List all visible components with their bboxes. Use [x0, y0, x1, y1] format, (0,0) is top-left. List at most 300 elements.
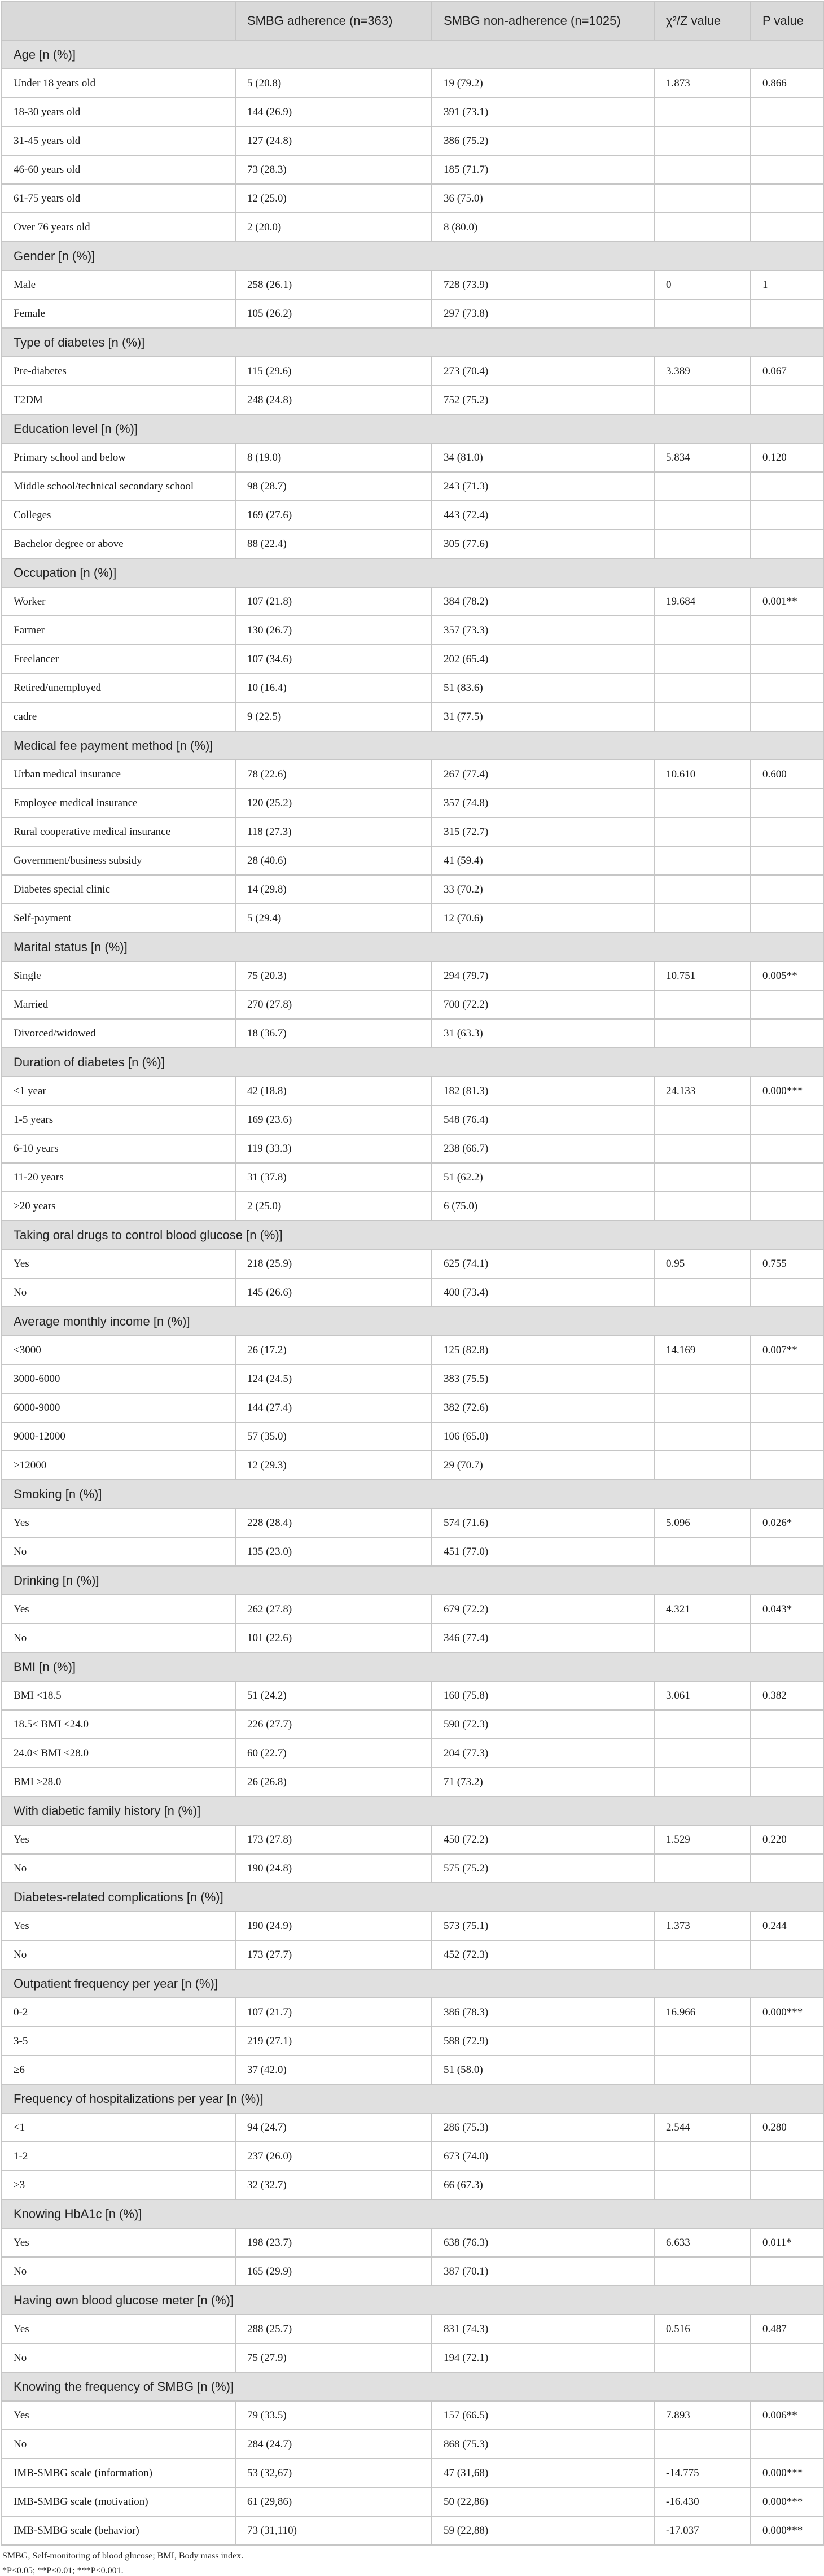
- section-title: Gender [n (%)]: [2, 242, 823, 270]
- adherence-cell: 73 (31,110): [235, 2516, 432, 2545]
- row-label: Self-payment: [2, 904, 235, 933]
- statistic-cell: 1.373: [654, 1912, 751, 1940]
- statistic-cell: [654, 673, 751, 702]
- row-label: Yes: [2, 2228, 235, 2257]
- non-adherence-cell: 574 (71.6): [432, 1508, 654, 1537]
- row-label: Pre-diabetes: [2, 357, 235, 386]
- statistic-cell: [654, 702, 751, 731]
- section-title: Occupation [n (%)]: [2, 558, 823, 587]
- adherence-cell: 218 (25.9): [235, 1249, 432, 1278]
- table-row: [2, 990, 823, 1019]
- statistic-cell: 10.751: [654, 961, 751, 990]
- non-adherence-cell: 51 (83.6): [432, 673, 654, 702]
- statistic-cell: 10.610: [654, 760, 751, 789]
- p-value-cell: 0.120: [751, 443, 823, 472]
- row-label: Employee medical insurance: [2, 789, 235, 817]
- p-value-cell: [751, 1537, 823, 1566]
- section-title: Type of diabetes [n (%)]: [2, 328, 823, 357]
- p-value-cell: 1: [751, 270, 823, 299]
- adherence-cell: 169 (23.6): [235, 1105, 432, 1134]
- p-value-cell: [751, 530, 823, 558]
- row-label: Colleges: [2, 501, 235, 530]
- non-adherence-cell: 33 (70.2): [432, 875, 654, 904]
- header-row: [2, 2, 823, 40]
- non-adherence-cell: 51 (62.2): [432, 1163, 654, 1192]
- table-row: [2, 673, 823, 702]
- table-row: [2, 2315, 823, 2343]
- statistic-cell: 16.966: [654, 1998, 751, 2027]
- row-label: 1-5 years: [2, 1105, 235, 1134]
- row-label: Urban medical insurance: [2, 760, 235, 789]
- row-label: No: [2, 2343, 235, 2372]
- non-adherence-cell: 185 (71.7): [432, 155, 654, 184]
- section-header-row: [2, 40, 823, 69]
- p-value-cell: [751, 1422, 823, 1451]
- adherence-cell: 26 (26.8): [235, 1768, 432, 1796]
- adherence-cell: 8 (19.0): [235, 443, 432, 472]
- statistic-cell: [654, 530, 751, 558]
- adherence-cell: 79 (33.5): [235, 2401, 432, 2430]
- non-adherence-cell: 400 (73.4): [432, 1278, 654, 1307]
- row-label: Single: [2, 961, 235, 990]
- p-value-cell: [751, 501, 823, 530]
- row-label: >12000: [2, 1451, 235, 1480]
- row-label: Yes: [2, 1249, 235, 1278]
- statistic-cell: 24.133: [654, 1077, 751, 1105]
- table-row: [2, 299, 823, 328]
- adherence-cell: 262 (27.8): [235, 1595, 432, 1624]
- table-body: [2, 40, 823, 2545]
- adherence-cell: 75 (27.9): [235, 2343, 432, 2372]
- non-adherence-cell: 346 (77.4): [432, 1624, 654, 1652]
- adherence-cell: 284 (24.7): [235, 2430, 432, 2459]
- p-value-cell: 0.026*: [751, 1508, 823, 1537]
- statistic-cell: [654, 1537, 751, 1566]
- row-label: 0-2: [2, 1998, 235, 2027]
- adherence-cell: 115 (29.6): [235, 357, 432, 386]
- adherence-cell: 219 (27.1): [235, 2027, 432, 2055]
- p-value-cell: [751, 1624, 823, 1652]
- statistic-cell: [654, 1451, 751, 1480]
- p-value-cell: 0.000***: [751, 1998, 823, 2027]
- non-adherence-cell: 831 (74.3): [432, 2315, 654, 2343]
- row-label: Primary school and below: [2, 443, 235, 472]
- statistic-cell: 1.529: [654, 1825, 751, 1854]
- p-value-cell: [751, 817, 823, 846]
- row-label: No: [2, 1854, 235, 1883]
- row-label: 9000-12000: [2, 1422, 235, 1451]
- table-row: [2, 2055, 823, 2084]
- adherence-cell: 237 (26.0): [235, 2142, 432, 2171]
- p-value-cell: 0.382: [751, 1681, 823, 1710]
- header-cell-statistic: χ²/Z value: [654, 2, 751, 40]
- row-label: Married: [2, 990, 235, 1019]
- non-adherence-cell: 50 (22,86): [432, 2487, 654, 2516]
- table-row: [2, 69, 823, 98]
- adherence-cell: 124 (24.5): [235, 1364, 432, 1393]
- row-label: Female: [2, 299, 235, 328]
- section-title: Frequency of hospitalizations per year [n (%)]: [2, 2084, 823, 2113]
- statistic-cell: [654, 184, 751, 213]
- table-row: [2, 2516, 823, 2545]
- statistic-cell: 6.633: [654, 2228, 751, 2257]
- row-label: Worker: [2, 587, 235, 616]
- table-row: [2, 1854, 823, 1883]
- p-value-cell: [751, 1710, 823, 1739]
- statistic-cell: [654, 126, 751, 155]
- table-row: [2, 1422, 823, 1451]
- non-adherence-cell: 273 (70.4): [432, 357, 654, 386]
- p-value-cell: 0.220: [751, 1825, 823, 1854]
- statistic-cell: 1.873: [654, 69, 751, 98]
- non-adherence-cell: 588 (72.9): [432, 2027, 654, 2055]
- table-row: [2, 357, 823, 386]
- section-header-row: [2, 2199, 823, 2228]
- statistic-cell: [654, 2027, 751, 2055]
- section-title: Outpatient frequency per year [n (%)]: [2, 1969, 823, 1998]
- adherence-cell: 127 (24.8): [235, 126, 432, 155]
- p-value-cell: [751, 673, 823, 702]
- statistic-cell: [654, 1192, 751, 1221]
- p-value-cell: [751, 1768, 823, 1796]
- statistic-cell: 7.893: [654, 2401, 751, 2430]
- p-value-cell: 0.000***: [751, 2516, 823, 2545]
- statistic-cell: [654, 2142, 751, 2171]
- table-row: [2, 760, 823, 789]
- table-row: [2, 1393, 823, 1422]
- row-label: Under 18 years old: [2, 69, 235, 98]
- statistic-cell: 19.684: [654, 587, 751, 616]
- adherence-cell: 119 (33.3): [235, 1134, 432, 1163]
- table-row: [2, 1681, 823, 1710]
- row-label: Yes: [2, 1508, 235, 1537]
- non-adherence-cell: 12 (70.6): [432, 904, 654, 933]
- adherence-cell: 31 (37.8): [235, 1163, 432, 1192]
- p-value-cell: 0.600: [751, 760, 823, 789]
- non-adherence-cell: 125 (82.8): [432, 1336, 654, 1364]
- p-value-cell: 0.007**: [751, 1336, 823, 1364]
- section-header-row: [2, 414, 823, 443]
- row-label: 11-20 years: [2, 1163, 235, 1192]
- table-row: [2, 443, 823, 472]
- p-value-cell: [751, 1192, 823, 1221]
- p-value-cell: [751, 2343, 823, 2372]
- table-row: [2, 875, 823, 904]
- row-label: No: [2, 1624, 235, 1652]
- header-cell-label: [2, 2, 235, 40]
- table-row: [2, 2459, 823, 2487]
- non-adherence-cell: 71 (73.2): [432, 1768, 654, 1796]
- p-value-cell: [751, 1134, 823, 1163]
- header-cell-adherence: SMBG adherence (n=363): [235, 2, 432, 40]
- statistic-cell: [654, 1739, 751, 1768]
- non-adherence-cell: 29 (70.7): [432, 1451, 654, 1480]
- row-label: Yes: [2, 1912, 235, 1940]
- row-label: Bachelor degree or above: [2, 530, 235, 558]
- table-row: [2, 126, 823, 155]
- row-label: Yes: [2, 2315, 235, 2343]
- row-label: <3000: [2, 1336, 235, 1364]
- statistic-cell: [654, 1940, 751, 1969]
- non-adherence-cell: 157 (66.5): [432, 2401, 654, 2430]
- table-row: [2, 98, 823, 126]
- statistic-cell: [654, 1278, 751, 1307]
- row-label: >3: [2, 2171, 235, 2199]
- non-adherence-cell: 182 (81.3): [432, 1077, 654, 1105]
- non-adherence-cell: 679 (72.2): [432, 1595, 654, 1624]
- table-row: [2, 2027, 823, 2055]
- table-row: [2, 1336, 823, 1364]
- p-value-cell: [751, 1163, 823, 1192]
- non-adherence-cell: 286 (75.3): [432, 2113, 654, 2142]
- row-label: 18.5≤ BMI <24.0: [2, 1710, 235, 1739]
- statistic-cell: [654, 846, 751, 875]
- row-label: Rural cooperative medical insurance: [2, 817, 235, 846]
- non-adherence-cell: 387 (70.1): [432, 2257, 654, 2286]
- table-row: [2, 961, 823, 990]
- statistic-cell: [654, 1019, 751, 1048]
- non-adherence-cell: 66 (67.3): [432, 2171, 654, 2199]
- non-adherence-cell: 19 (79.2): [432, 69, 654, 98]
- non-adherence-cell: 31 (63.3): [432, 1019, 654, 1048]
- row-label: ≥6: [2, 2055, 235, 2084]
- adherence-cell: 32 (32.7): [235, 2171, 432, 2199]
- non-adherence-cell: 450 (72.2): [432, 1825, 654, 1854]
- adherence-cell: 88 (22.4): [235, 530, 432, 558]
- non-adherence-cell: 752 (75.2): [432, 386, 654, 414]
- row-label: Yes: [2, 1595, 235, 1624]
- statistic-cell: [654, 1105, 751, 1134]
- adherence-cell: 98 (28.7): [235, 472, 432, 501]
- adherence-cell: 57 (35.0): [235, 1422, 432, 1451]
- adherence-cell: 118 (27.3): [235, 817, 432, 846]
- adherence-cell: 120 (25.2): [235, 789, 432, 817]
- non-adherence-cell: 305 (77.6): [432, 530, 654, 558]
- non-adherence-cell: 294 (79.7): [432, 961, 654, 990]
- non-adherence-cell: 443 (72.4): [432, 501, 654, 530]
- p-value-cell: [751, 789, 823, 817]
- p-value-cell: 0.244: [751, 1912, 823, 1940]
- adherence-cell: 78 (22.6): [235, 760, 432, 789]
- section-title: With diabetic family history [n (%)]: [2, 1796, 823, 1825]
- non-adherence-cell: 238 (66.7): [432, 1134, 654, 1163]
- p-value-cell: [751, 875, 823, 904]
- adherence-cell: 5 (29.4): [235, 904, 432, 933]
- table-row: [2, 184, 823, 213]
- row-label: cadre: [2, 702, 235, 731]
- statistic-cell: [654, 1854, 751, 1883]
- statistic-cell: [654, 1768, 751, 1796]
- non-adherence-cell: 357 (74.8): [432, 789, 654, 817]
- p-value-cell: [751, 98, 823, 126]
- row-label: 6000-9000: [2, 1393, 235, 1422]
- adherence-cell: 61 (29,86): [235, 2487, 432, 2516]
- statistic-cell: [654, 1393, 751, 1422]
- non-adherence-cell: 357 (73.3): [432, 616, 654, 645]
- adherence-cell: 190 (24.9): [235, 1912, 432, 1940]
- statistic-cell: [654, 1422, 751, 1451]
- p-value-cell: [751, 2171, 823, 2199]
- section-header-row: [2, 2084, 823, 2113]
- table-row: [2, 1940, 823, 1969]
- table-row: [2, 2430, 823, 2459]
- row-label: Over 76 years old: [2, 213, 235, 242]
- statistic-cell: [654, 990, 751, 1019]
- table-row: [2, 1163, 823, 1192]
- table-row: [2, 530, 823, 558]
- table-row: [2, 1912, 823, 1940]
- section-header-row: [2, 731, 823, 760]
- p-value-cell: 0.011*: [751, 2228, 823, 2257]
- statistic-cell: [654, 817, 751, 846]
- non-adherence-cell: 548 (76.4): [432, 1105, 654, 1134]
- adherence-cell: 198 (23.7): [235, 2228, 432, 2257]
- p-value-cell: [751, 155, 823, 184]
- non-adherence-cell: 451 (77.0): [432, 1537, 654, 1566]
- section-title: Average monthly income [n (%)]: [2, 1307, 823, 1336]
- table-row: [2, 2171, 823, 2199]
- non-adherence-cell: 573 (75.1): [432, 1912, 654, 1940]
- section-header-row: [2, 1883, 823, 1912]
- non-adherence-cell: 202 (65.4): [432, 645, 654, 673]
- row-label: Diabetes special clinic: [2, 875, 235, 904]
- adherence-cell: 130 (26.7): [235, 616, 432, 645]
- non-adherence-cell: 868 (75.3): [432, 2430, 654, 2459]
- adherence-cell: 228 (28.4): [235, 1508, 432, 1537]
- table-row: [2, 213, 823, 242]
- section-header-row: [2, 1652, 823, 1681]
- statistic-cell: [654, 386, 751, 414]
- non-adherence-cell: 243 (71.3): [432, 472, 654, 501]
- adherence-cell: 165 (29.9): [235, 2257, 432, 2286]
- p-value-cell: [751, 1105, 823, 1134]
- section-header-row: [2, 328, 823, 357]
- p-value-cell: [751, 1278, 823, 1307]
- non-adherence-cell: 575 (75.2): [432, 1854, 654, 1883]
- non-adherence-cell: 315 (72.7): [432, 817, 654, 846]
- table-row: [2, 702, 823, 731]
- statistic-cell: [654, 1624, 751, 1652]
- statistic-cell: [654, 645, 751, 673]
- section-title: BMI [n (%)]: [2, 1652, 823, 1681]
- p-value-cell: [751, 472, 823, 501]
- adherence-cell: 53 (32,67): [235, 2459, 432, 2487]
- adherence-cell: 73 (28.3): [235, 155, 432, 184]
- results-table-container: [1, 1, 823, 2576]
- adherence-cell: 5 (20.8): [235, 69, 432, 98]
- statistic-cell: 3.389: [654, 357, 751, 386]
- table-row: [2, 1768, 823, 1796]
- adherence-cell: 94 (24.7): [235, 2113, 432, 2142]
- smbg-adherence-table: [1, 1, 824, 2546]
- statistic-cell: [654, 1134, 751, 1163]
- statistic-cell: -17.037: [654, 2516, 751, 2545]
- table-row: [2, 904, 823, 933]
- row-label: 24.0≤ BMI <28.0: [2, 1739, 235, 1768]
- statistic-cell: [654, 789, 751, 817]
- section-header-row: [2, 2286, 823, 2315]
- p-value-cell: [751, 1940, 823, 1969]
- section-header-row: [2, 1969, 823, 1998]
- table-row: [2, 2401, 823, 2430]
- table-row: [2, 2142, 823, 2171]
- p-value-cell: [751, 1451, 823, 1480]
- statistic-cell: 0: [654, 270, 751, 299]
- adherence-cell: 173 (27.8): [235, 1825, 432, 1854]
- row-label: IMB-SMBG scale (information): [2, 2459, 235, 2487]
- table-row: [2, 1537, 823, 1566]
- p-value-cell: [751, 1019, 823, 1048]
- p-value-cell: [751, 1739, 823, 1768]
- table-row: [2, 1364, 823, 1393]
- statistic-cell: [654, 2171, 751, 2199]
- row-label: 31-45 years old: [2, 126, 235, 155]
- p-value-cell: 0.006**: [751, 2401, 823, 2430]
- table-row: [2, 616, 823, 645]
- table-row: [2, 1077, 823, 1105]
- p-value-cell: [751, 702, 823, 731]
- p-value-cell: 0.000***: [751, 1077, 823, 1105]
- non-adherence-cell: 384 (78.2): [432, 587, 654, 616]
- non-adherence-cell: 386 (78.3): [432, 1998, 654, 2027]
- p-value-cell: 0.001**: [751, 587, 823, 616]
- adherence-cell: 190 (24.8): [235, 1854, 432, 1883]
- non-adherence-cell: 59 (22,88): [432, 2516, 654, 2545]
- p-value-cell: [751, 904, 823, 933]
- statistic-cell: [654, 2343, 751, 2372]
- section-header-row: [2, 1796, 823, 1825]
- non-adherence-cell: 34 (81.0): [432, 443, 654, 472]
- table-row: [2, 1710, 823, 1739]
- table-row: [2, 1624, 823, 1652]
- statistic-cell: -16.430: [654, 2487, 751, 2516]
- section-header-row: [2, 1307, 823, 1336]
- table-row: [2, 1249, 823, 1278]
- p-value-cell: 0.280: [751, 2113, 823, 2142]
- p-value-cell: [751, 990, 823, 1019]
- table-header: [2, 2, 823, 40]
- statistic-cell: [654, 616, 751, 645]
- table-row: [2, 270, 823, 299]
- section-header-row: [2, 1048, 823, 1077]
- p-value-cell: [751, 1854, 823, 1883]
- non-adherence-cell: 41 (59.4): [432, 846, 654, 875]
- section-title: Education level [n (%)]: [2, 414, 823, 443]
- row-label: IMB-SMBG scale (behavior): [2, 2516, 235, 2545]
- p-value-cell: 0.000***: [751, 2459, 823, 2487]
- statistic-cell: [654, 155, 751, 184]
- row-label: BMI ≥28.0: [2, 1768, 235, 1796]
- statistic-cell: -14.775: [654, 2459, 751, 2487]
- section-header-row: [2, 1566, 823, 1595]
- p-value-cell: 0.043*: [751, 1595, 823, 1624]
- section-title: Marital status [n (%)]: [2, 933, 823, 961]
- adherence-cell: 12 (29.3): [235, 1451, 432, 1480]
- statistic-cell: 14.169: [654, 1336, 751, 1364]
- header-cell-p-value: P value: [751, 2, 823, 40]
- adherence-cell: 10 (16.4): [235, 673, 432, 702]
- non-adherence-cell: 47 (31,68): [432, 2459, 654, 2487]
- table-row: [2, 1595, 823, 1624]
- section-header-row: [2, 1221, 823, 1249]
- adherence-cell: 75 (20.3): [235, 961, 432, 990]
- non-adherence-cell: 267 (77.4): [432, 760, 654, 789]
- statistic-cell: [654, 213, 751, 242]
- row-label: >20 years: [2, 1192, 235, 1221]
- adherence-cell: 135 (23.0): [235, 1537, 432, 1566]
- non-adherence-cell: 51 (58.0): [432, 2055, 654, 2084]
- row-label: 3000-6000: [2, 1364, 235, 1393]
